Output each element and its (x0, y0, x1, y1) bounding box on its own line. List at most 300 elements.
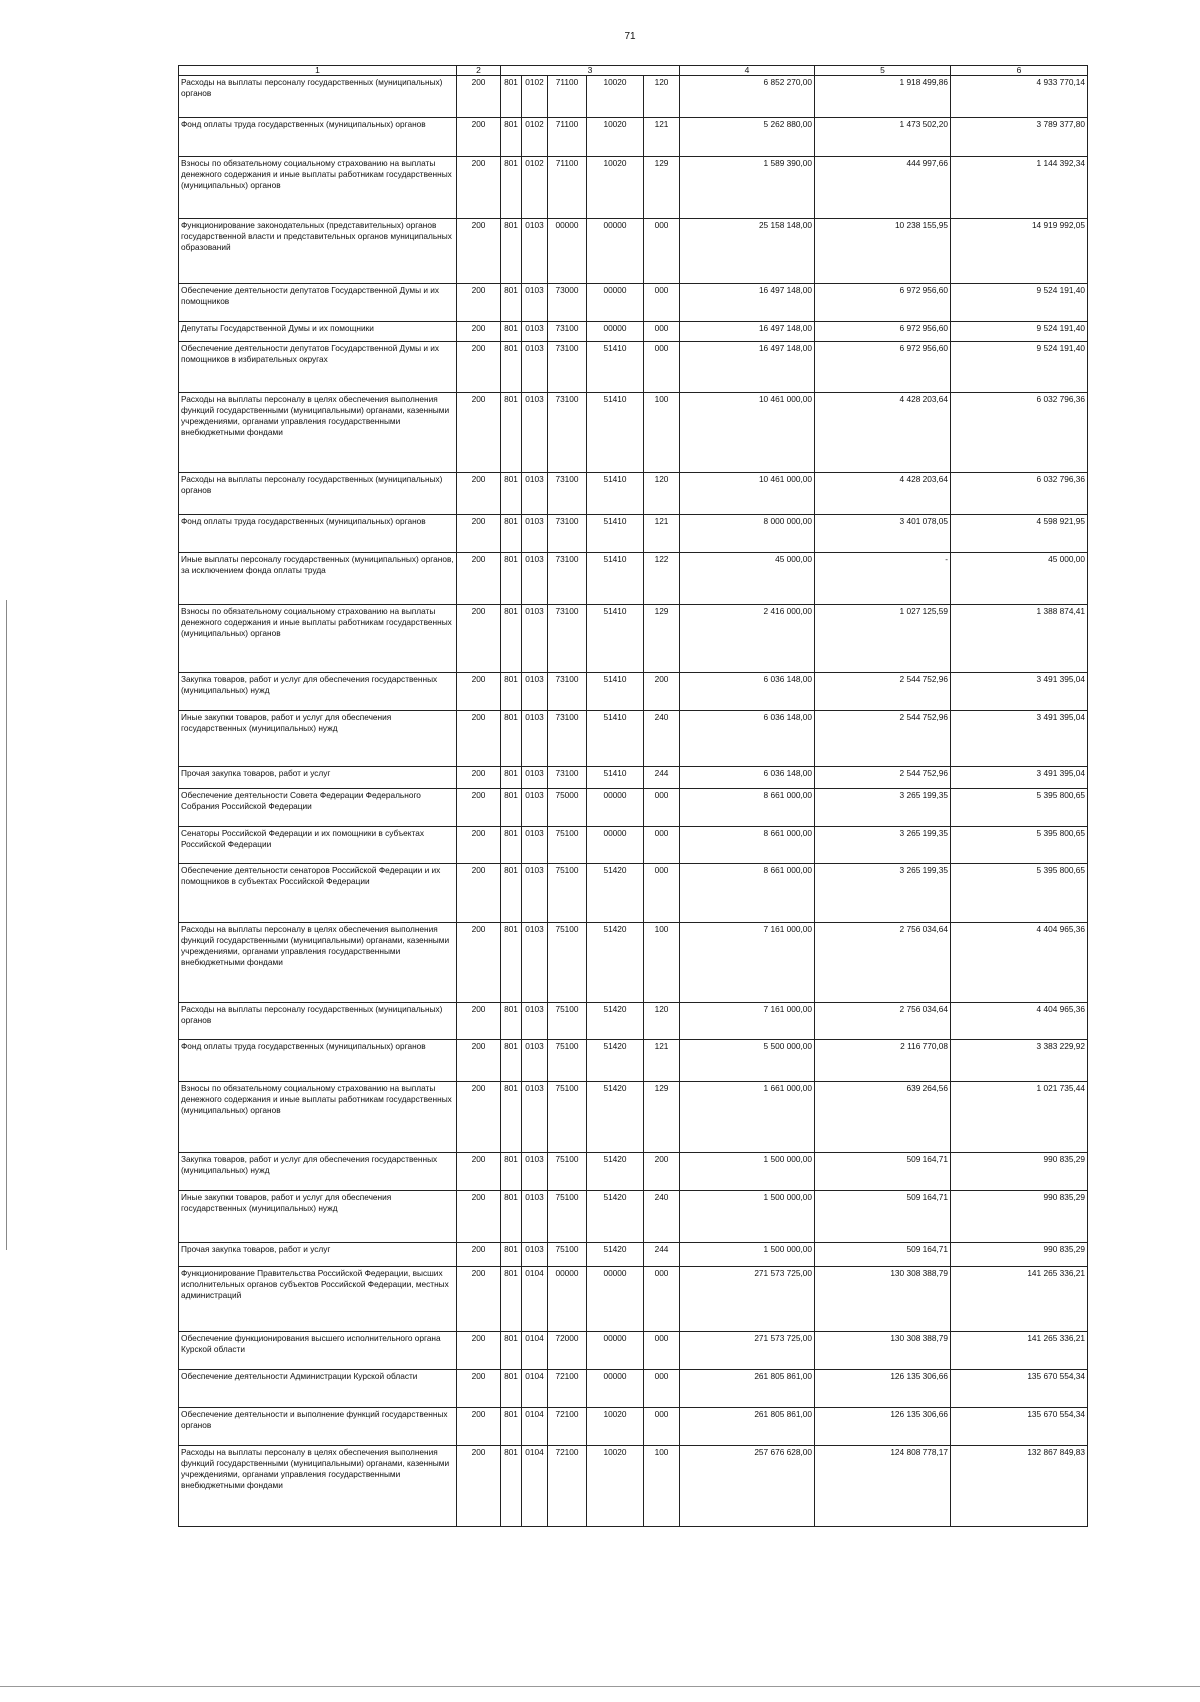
direction-code-cell: 00000 (587, 284, 644, 322)
approved-amount-cell: 45 000,00 (680, 553, 815, 605)
page-number: 71 (624, 31, 636, 42)
admin-code-cell: 801 (501, 864, 522, 923)
column-number: 2 (457, 66, 501, 76)
subsection-code-cell: 0104 (522, 1267, 548, 1332)
approved-amount-cell: 2 416 000,00 (680, 605, 815, 673)
section-code-cell: 200 (457, 284, 501, 322)
row-name-cell: Иные закупки товаров, работ и услуг для обеспечения государственных (муниципальных) нужд (179, 711, 457, 767)
section-code-cell: 200 (457, 553, 501, 605)
section-code-cell: 200 (457, 1243, 501, 1267)
program-code-cell: 73100 (548, 393, 587, 473)
approved-amount-cell: 16 497 148,00 (680, 322, 815, 342)
program-code-cell: 00000 (548, 219, 587, 284)
executed-amount-cell: 3 265 199,35 (815, 864, 951, 923)
direction-code-cell: 10020 (587, 157, 644, 219)
table-row (179, 864, 1088, 923)
admin-code-cell: 801 (501, 1191, 522, 1243)
program-code-cell: 72100 (548, 1370, 587, 1408)
remaining-amount-cell: 135 670 554,34 (951, 1408, 1088, 1446)
table-row (179, 342, 1088, 393)
direction-code-cell: 51410 (587, 673, 644, 711)
subsection-code-cell: 0102 (522, 76, 548, 118)
direction-code-cell: 00000 (587, 322, 644, 342)
table-row (179, 1370, 1088, 1408)
subsection-code-cell: 0102 (522, 118, 548, 157)
remaining-amount-cell: 3 491 395,04 (951, 767, 1088, 789)
table-row (179, 711, 1088, 767)
program-code-cell: 00000 (548, 1267, 587, 1332)
executed-amount-cell: 3 265 199,35 (815, 827, 951, 864)
executed-amount-cell: 2 756 034,64 (815, 1003, 951, 1040)
expense-type-cell: 000 (644, 219, 680, 284)
table-row (179, 767, 1088, 789)
remaining-amount-cell: 1 144 392,34 (951, 157, 1088, 219)
table-row (179, 553, 1088, 605)
remaining-amount-cell: 141 265 336,21 (951, 1267, 1088, 1332)
admin-code-cell: 801 (501, 118, 522, 157)
admin-code-cell: 801 (501, 1040, 522, 1082)
subsection-code-cell: 0103 (522, 1191, 548, 1243)
program-code-cell: 73100 (548, 767, 587, 789)
subsection-code-cell: 0103 (522, 1003, 548, 1040)
expense-type-cell: 000 (644, 342, 680, 393)
expense-type-cell: 200 (644, 673, 680, 711)
expense-type-cell: 244 (644, 767, 680, 789)
subsection-code-cell: 0104 (522, 1446, 548, 1527)
subsection-code-cell: 0103 (522, 515, 548, 553)
section-code-cell: 200 (457, 1332, 501, 1370)
row-name-cell: Сенаторы Российской Федерации и их помощники в субъектах Российской Федерации (179, 827, 457, 864)
program-code-cell: 71100 (548, 76, 587, 118)
approved-amount-cell: 271 573 725,00 (680, 1267, 815, 1332)
column-number-row (179, 66, 1088, 76)
section-code-cell: 200 (457, 473, 501, 515)
expense-type-cell: 240 (644, 1191, 680, 1243)
executed-amount-cell: 126 135 306,66 (815, 1408, 951, 1446)
subsection-code-cell: 0103 (522, 711, 548, 767)
approved-amount-cell: 6 036 148,00 (680, 767, 815, 789)
column-number: 3 (501, 66, 680, 76)
remaining-amount-cell: 45 000,00 (951, 553, 1088, 605)
program-code-cell: 75100 (548, 1040, 587, 1082)
section-code-cell: 200 (457, 1267, 501, 1332)
remaining-amount-cell: 6 032 796,36 (951, 473, 1088, 515)
section-code-cell: 200 (457, 1040, 501, 1082)
table-row (179, 1082, 1088, 1153)
row-name-cell: Прочая закупка товаров, работ и услуг (179, 767, 457, 789)
admin-code-cell: 801 (501, 827, 522, 864)
direction-code-cell: 51420 (587, 1191, 644, 1243)
direction-code-cell: 00000 (587, 789, 644, 827)
row-name-cell: Расходы на выплаты персоналу государственных (муниципальных) органов (179, 76, 457, 118)
approved-amount-cell: 7 161 000,00 (680, 1003, 815, 1040)
admin-code-cell: 801 (501, 789, 522, 827)
table-row (179, 76, 1088, 118)
section-code-cell: 200 (457, 827, 501, 864)
row-name-cell: Фонд оплаты труда государственных (муниципальных) органов (179, 118, 457, 157)
admin-code-cell: 801 (501, 553, 522, 605)
approved-amount-cell: 6 036 148,00 (680, 673, 815, 711)
direction-code-cell: 51410 (587, 393, 644, 473)
table-row (179, 1191, 1088, 1243)
subsection-code-cell: 0102 (522, 157, 548, 219)
program-code-cell: 73100 (548, 322, 587, 342)
subsection-code-cell: 0103 (522, 605, 548, 673)
subsection-code-cell: 0103 (522, 1040, 548, 1082)
remaining-amount-cell: 4 933 770,14 (951, 76, 1088, 118)
direction-code-cell: 10020 (587, 1408, 644, 1446)
program-code-cell: 73100 (548, 515, 587, 553)
expense-type-cell: 000 (644, 1332, 680, 1370)
remaining-amount-cell: 5 395 800,65 (951, 864, 1088, 923)
admin-code-cell: 801 (501, 219, 522, 284)
admin-code-cell: 801 (501, 1243, 522, 1267)
direction-code-cell: 51410 (587, 515, 644, 553)
expense-type-cell: 120 (644, 473, 680, 515)
remaining-amount-cell: 990 835,29 (951, 1153, 1088, 1191)
admin-code-cell: 801 (501, 923, 522, 1003)
section-code-cell: 200 (457, 1370, 501, 1408)
direction-code-cell: 51420 (587, 1082, 644, 1153)
table-row (179, 1243, 1088, 1267)
expense-type-cell: 000 (644, 789, 680, 827)
table-row (179, 1267, 1088, 1332)
admin-code-cell: 801 (501, 1370, 522, 1408)
direction-code-cell: 51410 (587, 473, 644, 515)
direction-code-cell: 00000 (587, 827, 644, 864)
program-code-cell: 73100 (548, 711, 587, 767)
subsection-code-cell: 0103 (522, 923, 548, 1003)
direction-code-cell: 00000 (587, 1267, 644, 1332)
row-name-cell: Расходы на выплаты персоналу государственных (муниципальных) органов (179, 473, 457, 515)
section-code-cell: 200 (457, 322, 501, 342)
row-name-cell: Депутаты Государственной Думы и их помощники (179, 322, 457, 342)
remaining-amount-cell: 1 021 735,44 (951, 1082, 1088, 1153)
remaining-amount-cell: 3 789 377,80 (951, 118, 1088, 157)
subsection-code-cell: 0104 (522, 1332, 548, 1370)
admin-code-cell: 801 (501, 76, 522, 118)
section-code-cell: 200 (457, 1153, 501, 1191)
budget-table (178, 65, 1088, 1527)
section-code-cell: 200 (457, 767, 501, 789)
admin-code-cell: 801 (501, 1082, 522, 1153)
table-row (179, 605, 1088, 673)
subsection-code-cell: 0103 (522, 393, 548, 473)
remaining-amount-cell: 5 395 800,65 (951, 827, 1088, 864)
executed-amount-cell: 6 972 956,60 (815, 342, 951, 393)
row-name-cell: Расходы на выплаты персоналу в целях обеспечения выполнения функций государственными (муниципальными) органами, казенными учреждениями, органами управления государственными внебюджетными фондами (179, 1446, 457, 1527)
section-code-cell: 200 (457, 1408, 501, 1446)
remaining-amount-cell: 9 524 191,40 (951, 284, 1088, 322)
direction-code-cell: 10020 (587, 1446, 644, 1527)
approved-amount-cell: 5 500 000,00 (680, 1040, 815, 1082)
section-code-cell: 200 (457, 76, 501, 118)
approved-amount-cell: 8 661 000,00 (680, 827, 815, 864)
expense-type-cell: 000 (644, 864, 680, 923)
table-row (179, 923, 1088, 1003)
row-name-cell: Обеспечение деятельности депутатов Государственной Думы и их помощников в избирательных округах (179, 342, 457, 393)
remaining-amount-cell: 132 867 849,83 (951, 1446, 1088, 1527)
section-code-cell: 200 (457, 1082, 501, 1153)
subsection-code-cell: 0103 (522, 473, 548, 515)
executed-amount-cell: 444 997,66 (815, 157, 951, 219)
subsection-code-cell: 0103 (522, 789, 548, 827)
remaining-amount-cell: 1 388 874,41 (951, 605, 1088, 673)
program-code-cell: 75100 (548, 923, 587, 1003)
program-code-cell: 75100 (548, 1153, 587, 1191)
program-code-cell: 72100 (548, 1446, 587, 1527)
table-row (179, 118, 1088, 157)
expense-type-cell: 121 (644, 1040, 680, 1082)
section-code-cell: 200 (457, 393, 501, 473)
executed-amount-cell: 1 027 125,59 (815, 605, 951, 673)
approved-amount-cell: 1 500 000,00 (680, 1153, 815, 1191)
row-name-cell: Обеспечение деятельности и выполнение функций государственных органов (179, 1408, 457, 1446)
scan-bottom-line (0, 1686, 1200, 1687)
table-row (179, 157, 1088, 219)
direction-code-cell: 00000 (587, 1370, 644, 1408)
remaining-amount-cell: 135 670 554,34 (951, 1370, 1088, 1408)
direction-code-cell: 51420 (587, 864, 644, 923)
executed-amount-cell: 124 808 778,17 (815, 1446, 951, 1527)
row-name-cell: Взносы по обязательному социальному страхованию на выплаты денежного содержания и иные выплаты работникам государственных (муниципальных) органов (179, 157, 457, 219)
expense-type-cell: 121 (644, 515, 680, 553)
row-name-cell: Расходы на выплаты персоналу государственных (муниципальных) органов (179, 1003, 457, 1040)
expense-type-cell: 200 (644, 1153, 680, 1191)
executed-amount-cell: 2 544 752,96 (815, 673, 951, 711)
program-code-cell: 75100 (548, 1191, 587, 1243)
remaining-amount-cell: 4 404 965,36 (951, 923, 1088, 1003)
program-code-cell: 73000 (548, 284, 587, 322)
executed-amount-cell: 509 164,71 (815, 1191, 951, 1243)
table-row (179, 673, 1088, 711)
program-code-cell: 73100 (548, 605, 587, 673)
executed-amount-cell: 509 164,71 (815, 1243, 951, 1267)
admin-code-cell: 801 (501, 605, 522, 673)
direction-code-cell: 51420 (587, 1243, 644, 1267)
expense-type-cell: 120 (644, 76, 680, 118)
section-code-cell: 200 (457, 515, 501, 553)
section-code-cell: 200 (457, 864, 501, 923)
column-number: 1 (179, 66, 457, 76)
expense-type-cell: 129 (644, 1082, 680, 1153)
executed-amount-cell: 130 308 388,79 (815, 1267, 951, 1332)
subsection-code-cell: 0103 (522, 1082, 548, 1153)
expense-type-cell: 100 (644, 1446, 680, 1527)
approved-amount-cell: 16 497 148,00 (680, 284, 815, 322)
subsection-code-cell: 0104 (522, 1370, 548, 1408)
program-code-cell: 75100 (548, 827, 587, 864)
row-name-cell: Прочая закупка товаров, работ и услуг (179, 1243, 457, 1267)
section-code-cell: 200 (457, 1446, 501, 1527)
program-code-cell: 75100 (548, 1003, 587, 1040)
row-name-cell: Фонд оплаты труда государственных (муниципальных) органов (179, 1040, 457, 1082)
direction-code-cell: 00000 (587, 219, 644, 284)
section-code-cell: 200 (457, 342, 501, 393)
admin-code-cell: 801 (501, 342, 522, 393)
approved-amount-cell: 257 676 628,00 (680, 1446, 815, 1527)
program-code-cell: 73100 (548, 342, 587, 393)
approved-amount-cell: 1 500 000,00 (680, 1191, 815, 1243)
direction-code-cell: 51420 (587, 1153, 644, 1191)
remaining-amount-cell: 990 835,29 (951, 1243, 1088, 1267)
expense-type-cell: 121 (644, 118, 680, 157)
executed-amount-cell: 4 428 203,64 (815, 393, 951, 473)
executed-amount-cell: 126 135 306,66 (815, 1370, 951, 1408)
admin-code-cell: 801 (501, 1446, 522, 1527)
approved-amount-cell: 6 852 270,00 (680, 76, 815, 118)
section-code-cell: 200 (457, 118, 501, 157)
row-name-cell: Функционирование Правительства Российской Федерации, высших исполнительных органов субъектов Российской Федерации, местных администраций (179, 1267, 457, 1332)
executed-amount-cell: 2 116 770,08 (815, 1040, 951, 1082)
expense-type-cell: 129 (644, 605, 680, 673)
row-name-cell: Обеспечение функционирования высшего исполнительного органа Курской области (179, 1332, 457, 1370)
row-name-cell: Обеспечение деятельности Совета Федерации Федерального Собрания Российской Федерации (179, 789, 457, 827)
approved-amount-cell: 7 161 000,00 (680, 923, 815, 1003)
executed-amount-cell: 4 428 203,64 (815, 473, 951, 515)
approved-amount-cell: 6 036 148,00 (680, 711, 815, 767)
table-row (179, 1040, 1088, 1082)
expense-type-cell: 240 (644, 711, 680, 767)
subsection-code-cell: 0103 (522, 219, 548, 284)
column-number: 6 (951, 66, 1088, 76)
expense-type-cell: 122 (644, 553, 680, 605)
expense-type-cell: 244 (644, 1243, 680, 1267)
row-name-cell: Закупка товаров, работ и услуг для обеспечения государственных (муниципальных) нужд (179, 1153, 457, 1191)
remaining-amount-cell: 3 491 395,04 (951, 711, 1088, 767)
expense-type-cell: 000 (644, 1267, 680, 1332)
section-code-cell: 200 (457, 1003, 501, 1040)
column-number: 4 (680, 66, 815, 76)
approved-amount-cell: 8 000 000,00 (680, 515, 815, 553)
executed-amount-cell: 130 308 388,79 (815, 1332, 951, 1370)
expense-type-cell: 000 (644, 1408, 680, 1446)
remaining-amount-cell: 4 404 965,36 (951, 1003, 1088, 1040)
row-name-cell: Закупка товаров, работ и услуг для обеспечения государственных (муниципальных) нужд (179, 673, 457, 711)
row-name-cell: Обеспечение деятельности сенаторов Российской Федерации и их помощников в субъектах Российской Федерации (179, 864, 457, 923)
program-code-cell: 75100 (548, 864, 587, 923)
admin-code-cell: 801 (501, 157, 522, 219)
approved-amount-cell: 1 589 390,00 (680, 157, 815, 219)
subsection-code-cell: 0104 (522, 1408, 548, 1446)
admin-code-cell: 801 (501, 322, 522, 342)
subsection-code-cell: 0103 (522, 342, 548, 393)
subsection-code-cell: 0103 (522, 827, 548, 864)
program-code-cell: 71100 (548, 118, 587, 157)
row-name-cell: Функционирование законодательных (представительных) органов государственной власти и представительных органов муниципальных образований (179, 219, 457, 284)
approved-amount-cell: 25 158 148,00 (680, 219, 815, 284)
section-code-cell: 200 (457, 157, 501, 219)
direction-code-cell: 10020 (587, 118, 644, 157)
program-code-cell: 72100 (548, 1408, 587, 1446)
admin-code-cell: 801 (501, 711, 522, 767)
remaining-amount-cell: 3 383 229,92 (951, 1040, 1088, 1082)
section-code-cell: 200 (457, 673, 501, 711)
program-code-cell: 71100 (548, 157, 587, 219)
expense-type-cell: 100 (644, 393, 680, 473)
remaining-amount-cell: 14 919 992,05 (951, 219, 1088, 284)
program-code-cell: 75000 (548, 789, 587, 827)
program-code-cell: 72000 (548, 1332, 587, 1370)
column-number: 5 (815, 66, 951, 76)
table-row (179, 515, 1088, 553)
executed-amount-cell: 509 164,71 (815, 1153, 951, 1191)
approved-amount-cell: 8 661 000,00 (680, 789, 815, 827)
subsection-code-cell: 0103 (522, 284, 548, 322)
table-row (179, 789, 1088, 827)
program-code-cell: 73100 (548, 473, 587, 515)
admin-code-cell: 801 (501, 1153, 522, 1191)
remaining-amount-cell: 5 395 800,65 (951, 789, 1088, 827)
direction-code-cell: 51410 (587, 342, 644, 393)
program-code-cell: 75100 (548, 1243, 587, 1267)
remaining-amount-cell: 9 524 191,40 (951, 322, 1088, 342)
admin-code-cell: 801 (501, 673, 522, 711)
direction-code-cell: 51410 (587, 553, 644, 605)
admin-code-cell: 801 (501, 1267, 522, 1332)
expense-type-cell: 129 (644, 157, 680, 219)
direction-code-cell: 51420 (587, 1040, 644, 1082)
direction-code-cell: 51410 (587, 767, 644, 789)
table-row (179, 1003, 1088, 1040)
row-name-cell: Иные выплаты персоналу государственных (муниципальных) органов, за исключением фонда оплаты труда (179, 553, 457, 605)
direction-code-cell: 51410 (587, 711, 644, 767)
approved-amount-cell: 261 805 861,00 (680, 1370, 815, 1408)
executed-amount-cell: 3 401 078,05 (815, 515, 951, 553)
approved-amount-cell: 5 262 880,00 (680, 118, 815, 157)
subsection-code-cell: 0103 (522, 1243, 548, 1267)
table-row (179, 473, 1088, 515)
admin-code-cell: 801 (501, 767, 522, 789)
subsection-code-cell: 0103 (522, 864, 548, 923)
row-name-cell: Взносы по обязательному социальному страхованию на выплаты денежного содержания и иные выплаты работникам государственных (муниципальных) органов (179, 605, 457, 673)
table-row (179, 1332, 1088, 1370)
table-row (179, 393, 1088, 473)
remaining-amount-cell: 3 491 395,04 (951, 673, 1088, 711)
executed-amount-cell: 3 265 199,35 (815, 789, 951, 827)
section-code-cell: 200 (457, 789, 501, 827)
executed-amount-cell: 2 544 752,96 (815, 767, 951, 789)
direction-code-cell: 51420 (587, 1003, 644, 1040)
table-row (179, 322, 1088, 342)
approved-amount-cell: 10 461 000,00 (680, 393, 815, 473)
admin-code-cell: 801 (501, 1332, 522, 1370)
expense-type-cell: 000 (644, 284, 680, 322)
approved-amount-cell: 1 661 000,00 (680, 1082, 815, 1153)
section-code-cell: 200 (457, 605, 501, 673)
table-row (179, 827, 1088, 864)
approved-amount-cell: 261 805 861,00 (680, 1408, 815, 1446)
remaining-amount-cell: 9 524 191,40 (951, 342, 1088, 393)
table-row (179, 1408, 1088, 1446)
subsection-code-cell: 0103 (522, 767, 548, 789)
scan-edge-line (6, 600, 7, 1250)
admin-code-cell: 801 (501, 1003, 522, 1040)
subsection-code-cell: 0103 (522, 322, 548, 342)
table-row (179, 1446, 1088, 1527)
executed-amount-cell: 1 473 502,20 (815, 118, 951, 157)
subsection-code-cell: 0103 (522, 1153, 548, 1191)
admin-code-cell: 801 (501, 393, 522, 473)
section-code-cell: 200 (457, 1191, 501, 1243)
executed-amount-cell: 2 544 752,96 (815, 711, 951, 767)
program-code-cell: 73100 (548, 673, 587, 711)
expense-type-cell: 100 (644, 923, 680, 1003)
row-name-cell: Взносы по обязательному социальному страхованию на выплаты денежного содержания и иные выплаты работникам государственных (муниципальных) органов (179, 1082, 457, 1153)
executed-amount-cell: 6 972 956,60 (815, 322, 951, 342)
expense-type-cell: 000 (644, 1370, 680, 1408)
program-code-cell: 75100 (548, 1082, 587, 1153)
